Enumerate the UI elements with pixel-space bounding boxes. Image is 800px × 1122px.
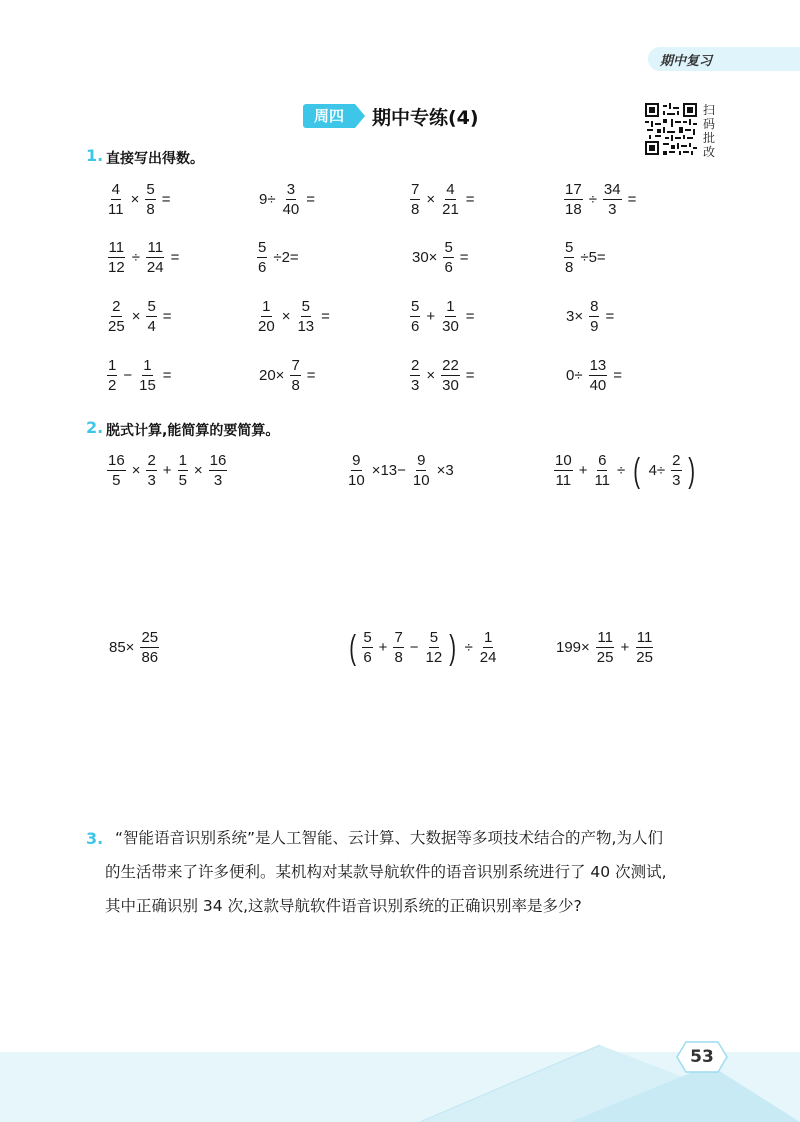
fraction (443, 240, 453, 275)
operator: = (465, 191, 475, 208)
fraction (410, 358, 420, 393)
numerator: 5 (444, 239, 453, 256)
fraction (107, 299, 126, 334)
q2-title: 脱式计算,能简算的要简算。 (106, 423, 280, 439)
q3-line: 的生活带来了许多便利。某机构对某款导航软件的语音识别系统进行了 40 次测试, (105, 863, 667, 881)
qr-code-icon[interactable] (645, 103, 697, 155)
denominator: 3 (147, 472, 156, 489)
numerator: 11 (108, 239, 125, 256)
denominator: 13 (297, 318, 315, 335)
numerator: 7 (411, 181, 420, 198)
numerator: 5 (301, 298, 310, 315)
fraction (107, 240, 126, 275)
fraction (146, 453, 156, 488)
section-header: 期中复习 (660, 54, 713, 69)
parenthesis: ( (633, 451, 641, 490)
denominator: 8 (291, 377, 300, 394)
operator: ÷ (464, 639, 473, 656)
q1-expression (105, 182, 174, 217)
denominator: 3 (213, 472, 223, 489)
operator: × (131, 308, 141, 325)
scan-char: 扫 (703, 103, 716, 117)
q1-expression (255, 358, 320, 393)
numerator: 5 (146, 181, 155, 198)
q3-line: “智能语音识别系统”是人工智能、云计算、大数据等多项技术结合的产物,为人们 (115, 829, 663, 847)
q1-expression (255, 182, 319, 217)
denominator: 25 (596, 649, 614, 666)
q1-expression (408, 240, 473, 275)
fraction (412, 453, 431, 488)
numerator: 11 (147, 239, 164, 256)
operator: ÷ (588, 191, 597, 208)
numerator: 5 (411, 298, 420, 315)
fraction (441, 299, 460, 334)
operator: × (426, 191, 436, 208)
fraction (441, 358, 460, 393)
operator: + (426, 308, 436, 325)
numerator: 16 (108, 452, 125, 469)
q2-number: 2. (86, 418, 104, 437)
operator: = (605, 308, 615, 325)
fraction (140, 630, 159, 665)
numerator: 11 (597, 629, 613, 646)
operator: = (465, 308, 475, 325)
numerator: 5 (258, 239, 267, 256)
operator: = (613, 367, 623, 384)
denominator: 6 (444, 259, 453, 276)
q1-expression (105, 299, 176, 334)
denominator: 2 (108, 377, 117, 394)
operator: − (409, 639, 419, 656)
operator: = (465, 367, 475, 384)
fraction (564, 182, 583, 217)
fraction (107, 358, 117, 393)
numerator: 2 (147, 452, 156, 469)
scan-char: 码 (703, 117, 716, 131)
numerator: 2 (112, 298, 121, 315)
operator: × (426, 367, 436, 384)
denominator: 3 (672, 472, 681, 489)
q1-number: 1. (86, 146, 104, 165)
denominator: 9 (590, 318, 599, 335)
operator: 20× (259, 367, 285, 384)
numerator: 34 (603, 181, 621, 198)
fraction (138, 358, 157, 393)
fraction (410, 182, 420, 217)
fraction (146, 299, 156, 334)
q1-expression (562, 299, 618, 334)
fraction (257, 299, 276, 334)
numerator: 11 (636, 629, 653, 646)
operator: = (306, 191, 316, 208)
denominator: 6 (258, 259, 267, 276)
q1-expression (255, 299, 334, 334)
scan-char: 改 (703, 145, 716, 159)
fraction (290, 358, 300, 393)
q3-text (105, 821, 725, 923)
denominator: 25 (636, 649, 653, 666)
fraction (596, 630, 615, 665)
fraction (347, 453, 366, 488)
fraction (554, 453, 573, 488)
denominator: 24 (479, 649, 497, 666)
denominator: 3 (411, 377, 420, 394)
numerator: 5 (429, 629, 439, 646)
fraction (593, 453, 611, 488)
numerator: 5 (147, 298, 156, 315)
parenthesis: ) (687, 451, 695, 490)
denominator: 15 (139, 377, 156, 394)
q1-expression (408, 358, 479, 393)
denominator: 10 (412, 472, 430, 489)
operator: ÷ (131, 249, 140, 266)
operator: = (170, 249, 180, 266)
scan-label (703, 103, 717, 159)
operator: − (123, 367, 133, 384)
operator: 199× (556, 639, 590, 656)
numerator: 7 (291, 357, 300, 374)
numerator: 8 (590, 298, 599, 315)
q1-expression (562, 240, 610, 275)
numerator: 4 (446, 181, 455, 198)
numerator: 22 (442, 357, 459, 374)
denominator: 11 (108, 201, 124, 218)
page-number: 53 (690, 1047, 714, 1067)
operator: + (620, 639, 630, 656)
numerator: 5 (565, 239, 574, 256)
q1-expression (408, 299, 479, 334)
numerator: 2 (672, 452, 681, 469)
denominator: 8 (565, 259, 574, 276)
parenthesis: ( (349, 628, 357, 667)
numerator: 3 (286, 181, 296, 198)
fraction (362, 630, 372, 665)
operator: ÷5= (580, 249, 606, 266)
denominator: 10 (348, 472, 365, 489)
q3-line: 其中正确识别 34 次,这款导航软件语音识别系统的正确识别率是多少? (105, 897, 582, 915)
numerator: 1 (446, 298, 455, 315)
operator: + (378, 639, 388, 656)
fraction (441, 182, 460, 217)
q3-number: 3. (86, 829, 104, 848)
operator: 4÷ (648, 462, 666, 479)
operator: 30× (412, 249, 438, 266)
denominator: 86 (141, 649, 159, 666)
operator: = (162, 308, 172, 325)
q1-title: 直接写出得数。 (106, 151, 204, 167)
operator: 3× (566, 308, 584, 325)
operator: × (281, 308, 291, 325)
q1-expression (105, 358, 176, 393)
operator: = (459, 249, 469, 266)
operator: 85× (109, 639, 135, 656)
fraction (107, 182, 125, 217)
fraction (146, 240, 165, 275)
footer-decoration (420, 1035, 800, 1122)
denominator: 12 (425, 649, 443, 666)
fraction (296, 299, 315, 334)
denominator: 5 (112, 472, 121, 489)
q1-expression (105, 240, 183, 275)
fraction (603, 182, 622, 217)
operator: + (578, 462, 588, 479)
numerator: 1 (143, 357, 152, 374)
q1-expression (562, 358, 626, 393)
fraction (589, 299, 599, 334)
denominator: 11 (555, 472, 572, 489)
denominator: 11 (594, 472, 611, 489)
operator: ÷ (617, 462, 626, 479)
denominator: 8 (411, 201, 420, 218)
denominator: 40 (282, 201, 300, 218)
denominator: 12 (108, 259, 125, 276)
numerator: 9 (352, 452, 361, 469)
q2-expression (552, 453, 699, 488)
denominator: 24 (146, 259, 164, 276)
q2-expression (105, 453, 229, 488)
fraction (145, 182, 155, 217)
q1-expression (562, 182, 640, 217)
denominator: 30 (442, 377, 459, 394)
fraction (564, 240, 574, 275)
operator: × (193, 462, 203, 479)
operator: ÷2= (273, 249, 299, 266)
numerator: 2 (411, 357, 420, 374)
operator: = (627, 191, 637, 208)
numerator: 4 (111, 181, 120, 198)
denominator: 40 (589, 377, 607, 394)
numerator: 6 (598, 452, 607, 469)
numerator: 1 (262, 298, 271, 315)
q1-expression (408, 182, 479, 217)
q2-expression (345, 630, 499, 665)
fraction (393, 630, 403, 665)
operator: ×13− (371, 462, 406, 479)
numerator: 10 (555, 452, 572, 469)
parenthesis: ) (449, 628, 457, 667)
numerator: 7 (394, 629, 403, 646)
numerator: 1 (483, 629, 493, 646)
page-title: 期中专练(4) (372, 107, 479, 129)
operator: + (162, 462, 172, 479)
q2-expression (105, 630, 161, 665)
fraction (479, 630, 498, 665)
fraction (209, 453, 228, 488)
numerator: 5 (363, 629, 372, 646)
scan-char: 批 (703, 131, 716, 145)
denominator: 6 (363, 649, 372, 666)
operator: × (130, 191, 140, 208)
fraction (671, 453, 681, 488)
denominator: 8 (146, 201, 155, 218)
fraction (282, 182, 301, 217)
operator: = (161, 191, 171, 208)
fraction (635, 630, 654, 665)
fraction (178, 453, 188, 488)
denominator: 8 (394, 649, 403, 666)
numerator: 25 (141, 629, 159, 646)
operator: = (162, 367, 172, 384)
operator: × (131, 462, 141, 479)
operator: 0÷ (566, 367, 583, 384)
denominator: 21 (442, 201, 459, 218)
fraction (257, 240, 267, 275)
numerator: 1 (108, 357, 117, 374)
q2-expression (345, 453, 458, 488)
numerator: 17 (565, 181, 582, 198)
denominator: 25 (108, 318, 125, 335)
denominator: 5 (178, 472, 187, 489)
denominator: 20 (258, 318, 275, 335)
operator: ×3 (436, 462, 454, 479)
numerator: 1 (178, 452, 187, 469)
denominator: 30 (442, 318, 459, 335)
denominator: 6 (411, 318, 420, 335)
fraction (107, 453, 126, 488)
numerator: 13 (589, 357, 607, 374)
q2-expression (552, 630, 656, 665)
numerator: 16 (209, 452, 227, 469)
week-tag: 周四 (303, 104, 355, 128)
operator: = (321, 308, 330, 325)
fraction (589, 358, 608, 393)
q1-expression (255, 240, 303, 275)
week-tag-arrow (355, 104, 365, 128)
fraction (425, 630, 444, 665)
denominator: 4 (147, 318, 156, 335)
denominator: 3 (608, 201, 617, 218)
numerator: 9 (417, 452, 426, 469)
operator: 9÷ (259, 191, 276, 208)
denominator: 18 (565, 201, 582, 218)
fraction (410, 299, 420, 334)
operator: = (306, 367, 316, 384)
